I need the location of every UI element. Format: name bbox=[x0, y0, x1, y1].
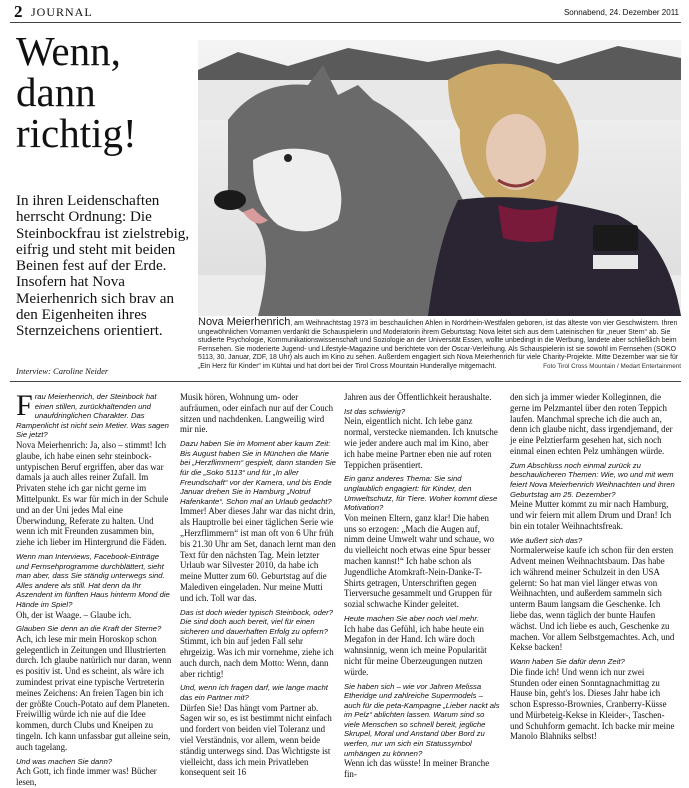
interview-question: Und, wenn ich fragen darf, wie lange macht das ein Partner mit? bbox=[180, 683, 328, 703]
interview-question: Ist das schwierig? bbox=[344, 406, 406, 416]
caption-text: , am Weihnachtstag 1973 im beschaulichen Ahlen in Nordrhein-Westfalen geboren, ist das älteste von vier Geschwistern. Ihren ungewöhnlichen Vornamen verdankt die Schauspielerin und Moderatorin ihrem Geburtstag: Nova leitet sich aus dem Lateinischen für „neuer Stern“ ab. Sie studierte Psychologie, Kommunikationswissenschaft und Soziologie an der Universität Essen, wollte unbedingt in die Werbung, landete aber schließlich beim Fernsehen. Sie moderierte Jugend- und Lifestyle-Magazine und berichtete von der Oscar-Verleihung. Als Schauspielerin ist sie sowohl im Fernsehen (SOKO 5113, 30. Januar, ZDF, 18 Uhr) als auch im Kino zu sehen. Außerdem engagiert sich Nova Meierhenrich für viele Charity-Projekte. Mitte Dezember war sie für „Ein Herz für Kinder“ im Kühtai und hat dort bei der Tirol Cross Mountain Hunderallye mitgemacht. bbox=[198, 320, 679, 370]
interview-question: Glauben Sie denn an die Kraft der Sterne? bbox=[16, 624, 162, 634]
issue-date: Sonnabend, 24. Dezember 2011 bbox=[563, 8, 679, 17]
opening-question-text: rau Meierhenrich, der Steinbock hat einen stillen, zurückhaltenden und unaufdringlichen Charakter. Das Rampenlicht ist nicht sein Metier. Was sagen Sie jetzt? bbox=[16, 392, 169, 440]
photo-illustration bbox=[198, 40, 681, 316]
caption-name: Nova Meierhenrich bbox=[198, 316, 291, 328]
header-rule bbox=[10, 22, 681, 23]
interview-answer: Normalerweise kaufe ich schon für den ersten Advent meinen Weihnachtsbaum. Das habe ich während meiner Schulzeit in den USA gelernt: So hat man viel länger etwas von Weihnachten, und außerdem sammeln sich unterm Baum langsam die Geschenke. Ich liebe das, wenn täglich der bunte Haufen wächst. Und ich liebe es auch, Geschenke zu machen. Vor allem Selbstgemachtes. Ach, und Kekse backen! bbox=[510, 545, 675, 653]
headline: Wenn, dann richtig! bbox=[16, 28, 137, 156]
interview-answer: Nova Meierhenrich: Ja, also – stimmt! Ich glaube, ich habe einen sehr steinbock-untypischen Beruf ergriffen, aber das war damals ja auch alles reiner Zufall. Im Privaten stehe ich gar nicht gerne im Mittelpunkt. Es war für mich in der Schule und an der Uni jedes Mal eine Überwindung, Referate zu halten. Und wenn ich mit Freunden zusammen bin, ziehe ich lieber im Hintergrund die Fäden. bbox=[16, 439, 169, 548]
interview-answer: Von meinen Eltern, ganz klar! Die haben uns so erzogen: „Mach die Augen auf, nimm deine Umwelt wahr und schaue, wo du vielleicht noch etwas eine Spur besser machen kannst!“ Ich habe schon als Jugendliche Atomkraft-Nein-Danke-T-Shirts getragen, Unterschriften gegen Tierversuche gesammelt und Gruppen für sozial schwache Kinder geleitet. bbox=[344, 512, 495, 610]
photo-credit: Foto Tirol Cross Mountain / Medart Entertainment bbox=[543, 362, 681, 370]
page-header bbox=[0, 0, 689, 22]
interview-answer: Die finde ich! Und wenn ich nur zwei Stunden oder einen Sonntagnachmittag zu Hause bin, geht's los. Dieses Jahr habe ich schon Espresso-Brownies, Cranberry-Küsse und Mürbeteig-Kekse in Kleider-, Taschen- und Schuhform gemacht. Ich backe mir meine Manolo Blahniks selbst! bbox=[510, 666, 675, 742]
lede-paragraph: In ihren Leidenschaften herrscht Ordnung: Die Steinbockfrau ist zielstrebig, eifrig und steht mit beiden Beinen fest auf der Erde. Insofern hat Nova Meierhenrich sich brav an den Eigenheiten ihres Sternzeichens orientiert. bbox=[16, 193, 190, 340]
interview-answer: Meine Mutter kommt zu mir nach Hamburg, und wir feiern mit allem Drum und Dran! Ich bin ein totaler Weihnachtsfreak. bbox=[510, 499, 672, 531]
interview-answer: Jahren aus der Öffentlichkeit heraushalte. bbox=[344, 392, 492, 402]
interview-answer: Immer! Aber dieses Jahr war das nicht drin, als Hauptrolle bei einer täglichen Serie wie „Herzflimmern“ ist man oft von 6 Uhr früh bis 21.30 Uhr am Set, danach lernt man den Text für den nächsten Tag. Mein letzter Urlaub war Silvester 2010, da habe ich meine Mutter zum 60. Geburtstag auf die Malediven eingeladen. Nur meine Mutti und ich. Toll war das. bbox=[180, 506, 336, 603]
page-number: 2 bbox=[14, 2, 23, 21]
interview-answer: Oh, der ist Waage. – Glaube ich. bbox=[16, 609, 132, 620]
interview-question: Dazu haben Sie im Moment aber kaum Zeit: Bis August haben Sie in München die Marie bei „Herzflimmern“ gespielt, dann standen Sie für die „Soko 5113“ und für „In aller Freundschaft“ vor der Kamera, und bis Ende Januar drehen Sie in Hamburg „Notruf Hafenkante“. Schon mal an Urlaub gedacht? bbox=[180, 439, 336, 506]
interview-question: Wie äußert sich das? bbox=[510, 535, 583, 545]
interview-question: Wenn man Interviews, Facebook-Einträge und Fernsehprogramme durchblättert, sieht man aber, dass Sie ständig unterwegs sind. Alles andere als still. Hat denn da Ihr Aszendent im fünften Haus hinterm Mond die Hände im Spiel? bbox=[16, 551, 170, 609]
interview-answer: Ich habe das Gefühl, ich habe heute ein Megafon in der Hand. Ich wäre doch wahnsinnig, wenn ich meine Popularität nicht für meine Überzeugungen nutzen würde. bbox=[344, 623, 487, 677]
interview-question: Heute machen Sie aber noch viel mehr. bbox=[344, 613, 479, 623]
interview-question: Sie haben sich – wie vor Jahren Melissa Etheridge und zahlreiche Supermodels – auch für die peta-Kampagne „Lieber nackt als im Pelz“ ablichten lassen. Warum sind so viele Menschen so schnell bereit, jegliche Skrupel, Moral und Anstand über Bord zu werfen, nur um sich ein Statussymbol umhängen zu können? bbox=[344, 681, 500, 758]
text-column-1 bbox=[16, 389, 173, 788]
text-column-3 bbox=[344, 392, 501, 780]
interview-answer: Ach Gott, ich finde immer was! Bücher lesen, bbox=[16, 766, 157, 788]
interview-answer: Musik hören, Wohnung um- oder aufräumen, oder einfach nur auf der Couch sitzen und nachdenken. Langweilig wird mir nie. bbox=[180, 392, 334, 435]
interview-answer: Wenn ich das wüsste! In meiner Branche fin- bbox=[344, 758, 490, 780]
photo-caption bbox=[198, 318, 681, 372]
text-column-2 bbox=[180, 392, 337, 778]
text-column-4 bbox=[510, 392, 675, 742]
interview-answer: Nein, eigentlich nicht. Ich lebe ganz normal, verstecke niemanden. Ich knutsche wie jeder andere auch mal im Kino, aber ich habe meine Partner eben nie auf roten Teppichen präsentiert. bbox=[344, 416, 498, 470]
article-photo bbox=[198, 40, 681, 316]
byline: Interview: Caroline Neider bbox=[16, 366, 109, 376]
interview-question: Zum Abschluss noch einmal zurück zu beschaulicheren Themen: Wie, wo und mit wem feiert Nova Meierhenrich Weihnachten und ihren Geburtstag am 25. Dezember? bbox=[510, 460, 675, 499]
interview-answer: den sich ja immer wieder Kolleginnen, die gerne im Pelzmantel über den roten Teppich laufen. Manchmal spreche ich die auch an, denn ich glaube nicht, dass irgendjemand, der je eine Pelztierfarm gesehen hat, sich noch einmal einen echten Pelz umhängen würde. bbox=[510, 392, 673, 456]
interview-question: Ein ganz anderes Thema: Sie sind unglaublich engagiert: für Kinder, den Umweltschutz, für Tiere. Woher kommt diese Motivation? bbox=[344, 474, 498, 513]
interview-question: Wann haben Sie dafür denn Zeit? bbox=[510, 657, 625, 667]
interview-answer: Ach, ich lese mir mein Horoskop schon gelegentlich in Zeitungen und Illustrierten durch. Ich glaube natürlich nur daran, wenn es positiv ist. Und es scheint, als wäre ich zumindest privat eine typische Vertreterin meines Zeichens: An freien Tagen bin ich der größte Couch-Potato auf dem Planeten. Freiwillig würde ich nie auf die Idee kommen, durch Clubs und Kneipen zu tingeln. Ich kann unfassbar gut alleine sein, auch tagelang. bbox=[16, 633, 172, 752]
interview-answer: Dürfen Sie! Das hängt vom Partner ab. Sagen wir so, es ist bestimmt nicht einfach und fordert von beiden viel Toleranz und viel Verständnis, vor allem, wenn beide ständig unterwegs sind. Das Wichtigste ist vielleicht, dass ich mein Privatleben konsequent seit 16 bbox=[180, 702, 332, 778]
interview-question: Und was machen Sie dann? bbox=[16, 756, 113, 766]
section-rule bbox=[10, 381, 681, 382]
opening-question bbox=[16, 389, 173, 440]
drop-cap: F bbox=[16, 389, 33, 422]
section-name: JOURNAL bbox=[31, 5, 93, 19]
interview-answer: Stimmt, ich bin auf jeden Fall sehr ehrgeizig. Was ich mir vornehme, ziehe ich auch durch, nach dem Motto: Wenn, dann aber richtig! bbox=[180, 636, 334, 679]
interview-question: Das ist doch wieder typisch Steinbock, oder? Die sind doch auch bereit, viel für einen sicheren und dauerhaften Erfolg zu opfern? bbox=[180, 607, 333, 636]
